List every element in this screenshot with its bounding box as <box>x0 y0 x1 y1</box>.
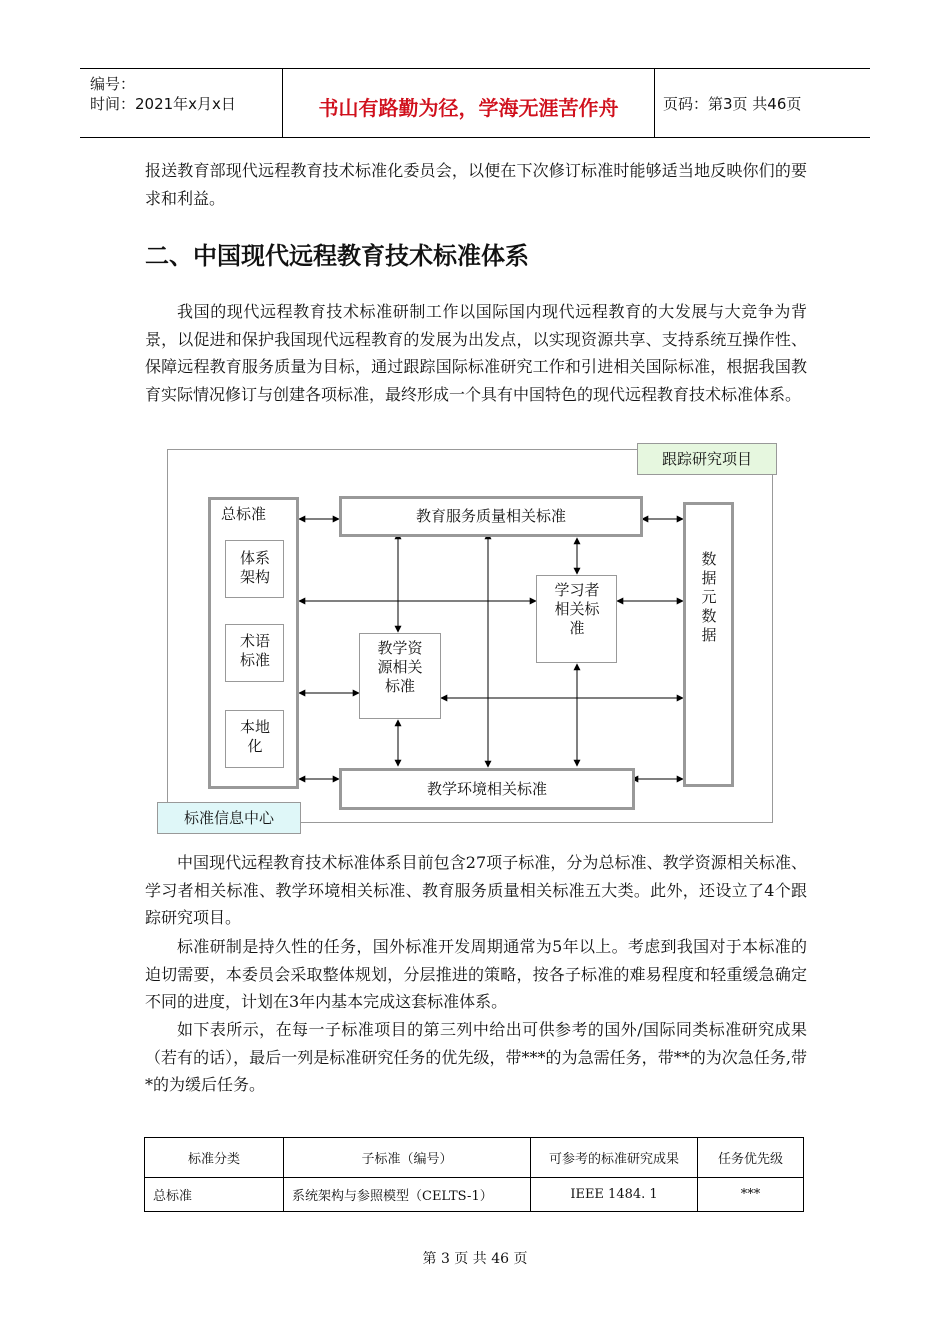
number-label: 编号： <box>90 75 136 93</box>
local-label: 本地化 <box>239 718 270 755</box>
tracking-projects-label: 跟踪研究项目 <box>637 443 777 475</box>
paragraph-1: 我国的现代远程教育技术标准研制工作以国际国内现代远程教育的大发展与大竞争为背景，以促进和保护我国现代远程教育的发展为出发点，以实现资源共享、支持系统互操作性、保障远程教育服务质量为目标，通过跟踪国际标准研究工作和引进相关国际标准，根据我国教育实际情况修订与创建各项标准，最终形成一个具有中国特色的现代远程教育技术标准体系。 <box>145 302 807 404</box>
terms-label: 术语标准 <box>239 632 270 669</box>
learner-label: 学习者相关标准 <box>554 581 600 637</box>
paragraph-3: 标准研制是持久性的任务，国外标准开发周期通常为5年以上。考虑到我国对于本标准的迫切需要，本委员会采取整体规划，分层推进的策略，按各子标准的难易程度和轻重缓急确定不同的进度，计划在3年内基本完成这套标准体系。 <box>145 937 807 1011</box>
date-label: 时间：2021年x月x日 <box>90 95 236 113</box>
page-number-label: 页码：第3页 共46页 <box>663 95 802 113</box>
table-cell: 总标准 <box>145 1178 284 1212</box>
general-standard-label: 总标准 <box>221 505 267 523</box>
learner-box <box>536 575 617 663</box>
standards-table <box>144 1137 804 1212</box>
table-cell: *** <box>698 1178 804 1212</box>
section-title: 二、中国现代远程教育技术标准体系 <box>145 242 529 270</box>
header-cell: 任务优先级 <box>698 1138 804 1178</box>
header-cell: 标准分类 <box>145 1138 284 1178</box>
metadata-label: 数据元数据 <box>701 550 717 644</box>
table-cell: 系统架构与参照模型（CELTS-1） <box>284 1178 531 1212</box>
arch-box <box>225 540 284 598</box>
resource-label: 教学资源相关标准 <box>377 639 423 695</box>
motto: 书山有路勤为径，学海无涯苦作舟 <box>318 96 619 120</box>
paragraph-2: 中国现代远程教育技术标准体系目前包含27项子标准，分为总标准、教学资源相关标准、学习者相关标准、教学环境相关标准、教育服务质量相关标准五大类。此外，还设立了4个跟踪研究项目。 <box>145 853 807 927</box>
terms-box <box>225 624 284 682</box>
header-cell: 子标准（编号） <box>284 1138 531 1178</box>
metadata-box <box>683 502 734 787</box>
table-row <box>145 1178 804 1212</box>
paragraph-4: 如下表所示，在每一子标准项目的第三列中给出可供参考的国外/国际同类标准研究成果（若有的话），最后一列是标准研究任务的优先级，带***的为急需任务，带**的为次急任务,带*的为缓后任务。 <box>145 1020 807 1094</box>
info-center-label: 标准信息中心 <box>157 802 301 834</box>
table-cell: IEEE 1484. 1 <box>531 1178 698 1212</box>
environment-box: 教学环境相关标准 <box>339 768 635 810</box>
arch-label: 体系架构 <box>239 549 270 586</box>
page-footer: 第 3 页 共 46 页 <box>422 1251 528 1267</box>
table-header-row <box>145 1138 804 1178</box>
header-cell: 可参考的标准研究成果 <box>531 1138 698 1178</box>
service-quality-box: 教育服务质量相关标准 <box>339 496 643 537</box>
resource-box <box>359 633 441 719</box>
local-box <box>225 710 284 768</box>
intro-paragraph: 报送教育部现代远程教育技术标准化委员会，以便在下次修订标准时能够适当地反映你们的要求和利益。 <box>145 161 807 208</box>
